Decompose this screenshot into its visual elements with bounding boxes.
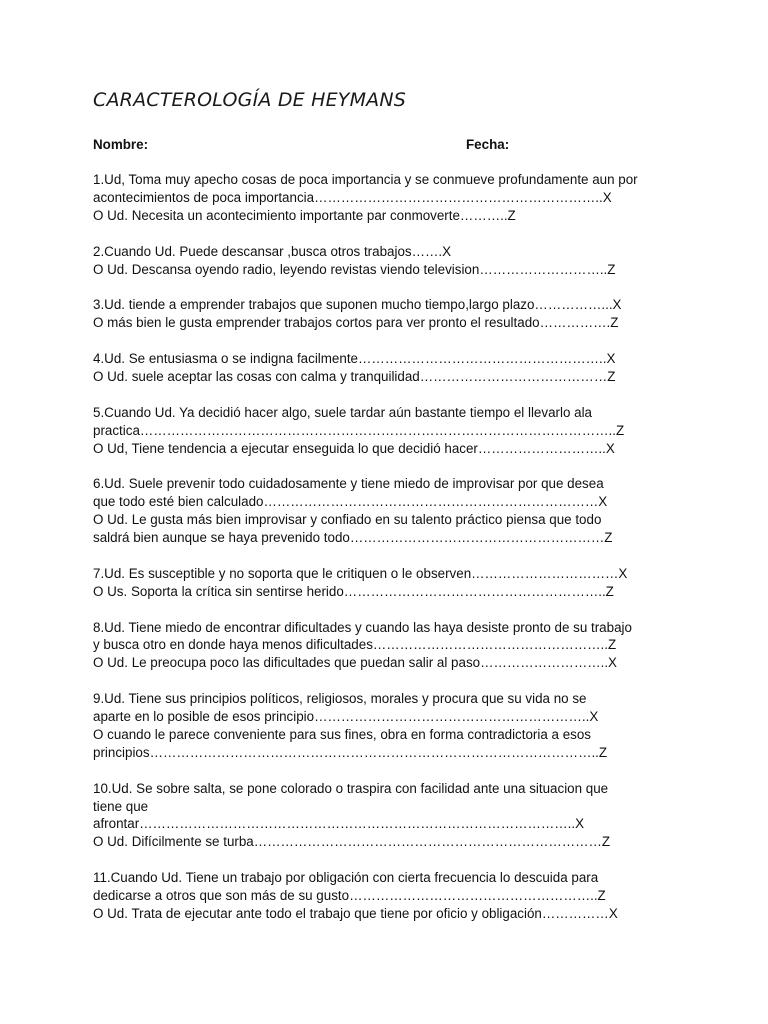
question-line: acontecimientos de poca importancia………………………………………………………..X [93,189,612,205]
question-line: O Ud. Trata de ejecutar ante todo el trabajo que tiene por oficio y obligación……………X [93,906,618,921]
question-line: dedicarse a otros que son más de su gusto………………………………………………..Z [93,888,606,904]
question-item [93,780,678,852]
question-item [93,565,678,601]
question-line: 2.Cuando Ud. Puede descansar ,busca otros trabajos…….X [93,243,452,259]
question-line: practica……………………………………………………………………………………………..Z [93,422,625,438]
question-line: 3.Ud. tiende a emprender trabajos que suponen mucho tiempo,largo plazo……………...X [93,297,622,313]
question-item [93,475,678,547]
question-line: O Us. Soporta la crítica sin sentirse herido…………………………………………………..Z [93,583,614,599]
question-list [93,171,678,941]
question-item [93,296,678,332]
question-line: 11.Cuando Ud. Tiene un trabajo por obligación con cierta frecuencia lo descuida para [93,870,599,886]
question-item [93,171,678,225]
question-item [93,404,678,458]
question-line: 8.Ud. Tiene miedo de encontrar dificultades y cuando las haya desiste pronto de su trabajo [93,619,632,635]
document-title: CARACTEROLOGÍA DE HEYMANS [93,89,407,111]
question-line: 1.Ud, Toma muy apecho cosas de poca importancia y se conmueve profundamente aun por [93,172,638,187]
question-line: 7.Ud. Es susceptible y no soporta que le critiquen o le observen……………………………X [93,565,628,581]
question-line: O Ud, Tiene tendencia a ejecutar enseguida lo que decidió hacer………………………..X [93,440,615,456]
question-line: principios………………………………………………………………………………………..Z [93,744,608,760]
question-line: 10.Ud. Se sobre salta, se pone colorado o traspira con facilidad ante una situacion que [93,780,609,796]
nombre-label: Nombre: [93,137,149,152]
question-line: y busca otro en donde haya menos dificultades……………………………………………..Z [93,637,617,653]
question-line: 4.Ud. Se entusiasma o se indigna facilmente………………………………………………..X [93,351,616,367]
question-line: O más bien le gusta emprender trabajos cortos para ver pronto el resultado…………….Z [93,315,619,331]
question-line: afrontar……………………………………………………………………………………..X [93,816,585,832]
question-line: 9.Ud. Tiene sus principios políticos, religiosos, morales y procura que su vida no se [93,691,587,707]
question-line: O Ud. suele aceptar las cosas con calma y tranquilidad……………………………………Z [93,368,616,384]
question-line: O cuando le parece conveniente para sus fines, obra en forma contradictoria a esos [93,726,591,742]
question-line: O Ud. Le preocupa poco las dificultades que puedan salir al paso………………………..X [93,655,617,671]
question-line: O Ud. Le gusta más bien improvisar y confiado en su talento práctico piensa que todo [93,512,602,528]
question-line: que todo esté bien calculado…………………………………………………………………X [93,494,608,510]
question-item [93,350,678,386]
question-item [93,619,678,673]
question-item [93,243,678,279]
question-line: 6.Ud. Suele prevenir todo cuidadosamente y tiene miedo de improvisar por que desea [93,476,604,492]
question-line: saldrá bien aunque se haya prevenido todo…………………………………………………Z [93,530,613,546]
question-item [93,690,678,762]
question-line: O Ud. Difícilmente se turba……………………………………………………………………Z [93,834,611,850]
question-item [93,869,678,923]
fecha-label: Fecha: [466,137,510,152]
question-line: aparte en lo posible de esos principio……………………………………………………..X [93,709,599,725]
question-line: tiene que [93,798,149,814]
question-line: O Ud. Necesita un acontecimiento importante par conmoverte………..Z [93,207,516,223]
question-line: O Ud. Descansa oyendo radio, leyendo revistas viendo television………………………..Z [93,261,616,277]
question-line: 5.Cuando Ud. Ya decidió hacer algo, suele tardar aún bastante tiempo el llevarlo ala [93,404,592,420]
